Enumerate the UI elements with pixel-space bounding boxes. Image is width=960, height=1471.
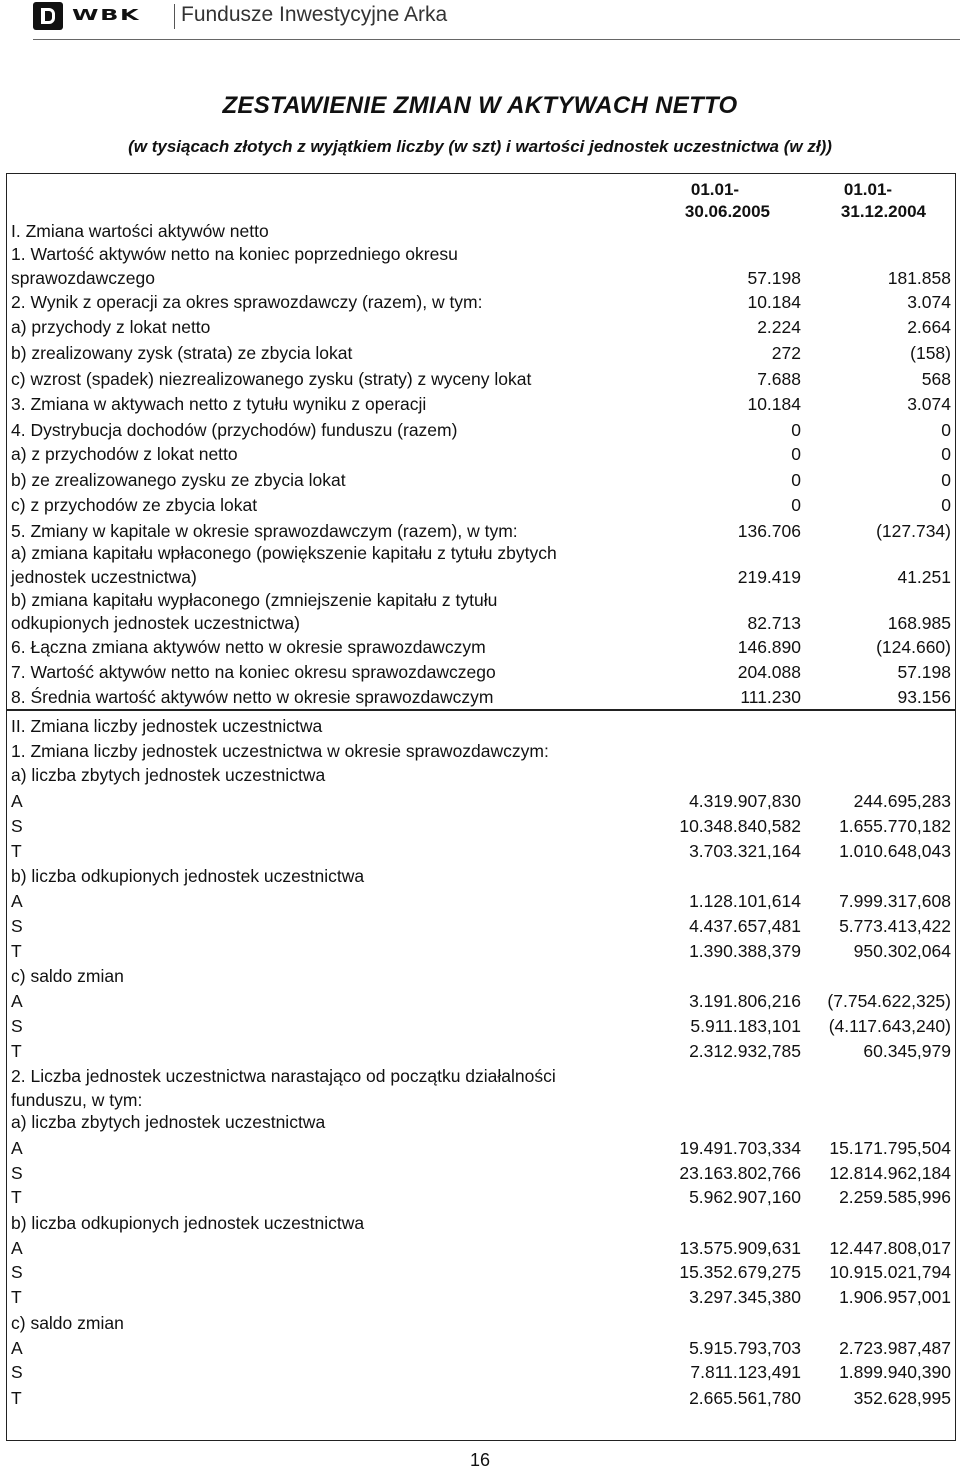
row-value-2005: 13.575.909,631 bbox=[679, 1238, 801, 1258]
row-label: b) zrealizowany zysk (strata) ze zbycia lokat bbox=[11, 343, 353, 363]
row-value-2005: 7.811.123,491 bbox=[690, 1362, 801, 1382]
row-label: T bbox=[11, 1287, 22, 1307]
row-value-2004: (158) bbox=[910, 343, 951, 363]
row-label: S bbox=[11, 1016, 23, 1036]
row-label: 1. Wartość aktywów netto na koniec poprzedniego okresu bbox=[11, 244, 458, 264]
row-value-2005: 5.962.907,160 bbox=[689, 1187, 801, 1207]
row-value-2005: 5.915.793,703 bbox=[689, 1338, 801, 1358]
row-value-2005: 272 bbox=[771, 343, 801, 363]
row-label: T bbox=[11, 1187, 22, 1207]
row-value-2004: 2.723.987,487 bbox=[839, 1338, 951, 1358]
row-label: b) zmiana kapitału wypłaconego (zmniejszenie kapitału z tytułu bbox=[11, 590, 498, 610]
row-value-2004: 3.074 bbox=[907, 292, 951, 312]
row-value-2005: 204.088 bbox=[737, 662, 801, 682]
row-value-2005: 10.348.840,582 bbox=[679, 816, 801, 836]
row-value-2005: 82.713 bbox=[747, 613, 801, 633]
row-value-2004: 244.695,283 bbox=[853, 791, 951, 811]
row-label: 3. Zmiana w aktywach netto z tytułu wyniku z operacji bbox=[11, 394, 427, 414]
row-value-2005: 4.437.657,481 bbox=[689, 916, 801, 936]
row-value-2004: (4.117.643,240) bbox=[828, 1016, 951, 1036]
row-value-2004: 168.985 bbox=[887, 613, 951, 633]
row-value-2004: 93.156 bbox=[897, 687, 951, 707]
row-label: funduszu, w tym: bbox=[11, 1090, 143, 1110]
document-subtitle: (w tysiącach złotych z wyjątkiem liczby (w szt) i wartości jednostek uczestnictwa (w zł)) bbox=[128, 137, 832, 156]
row-label: A bbox=[11, 1138, 23, 1158]
row-label: 1. Zmiana liczby jednostek uczestnictwa w okresie sprawozdawczym: bbox=[11, 741, 549, 761]
row-label: 7. Wartość aktywów netto na koniec okresu sprawozdawczego bbox=[11, 662, 496, 682]
row-label: S bbox=[11, 1262, 23, 1282]
bank-logo-icon bbox=[33, 2, 63, 30]
row-value-2004: 7.999.317,608 bbox=[839, 891, 951, 911]
row-value-2005: 23.163.802,766 bbox=[679, 1163, 801, 1183]
row-label: 2. Wynik z operacji za okres sprawozdawczy (razem), w tym: bbox=[11, 292, 483, 312]
row-label: a) liczba zbytych jednostek uczestnictwa bbox=[11, 1112, 326, 1132]
row-label: a) z przychodów z lokat netto bbox=[11, 444, 238, 464]
header-rule bbox=[33, 39, 960, 40]
row-value-2004: 1.655.770,182 bbox=[839, 816, 951, 836]
row-value-2004: (124.660) bbox=[876, 637, 951, 657]
row-label: b) liczba odkupionych jednostek uczestnictwa bbox=[11, 1213, 365, 1233]
row-value-2004: 0 bbox=[941, 470, 951, 490]
row-label: S bbox=[11, 1362, 23, 1382]
row-value-2004: 41.251 bbox=[897, 567, 951, 587]
document-title: ZESTAWIENIE ZMIAN W AKTYWACH NETTO bbox=[222, 92, 738, 119]
row-value-2005: 4.319.907,830 bbox=[689, 791, 801, 811]
row-value-2005: 219.419 bbox=[737, 567, 801, 587]
row-value-2004: 568 bbox=[921, 369, 951, 389]
row-label: T bbox=[11, 841, 22, 861]
row-label: a) liczba zbytych jednostek uczestnictwa bbox=[11, 765, 326, 785]
row-label: A bbox=[11, 891, 23, 911]
row-label: 5. Zmiany w kapitale w okresie sprawozdawczym (razem), w tym: bbox=[11, 521, 518, 541]
row-value-2004: 12.447.808,017 bbox=[829, 1238, 951, 1258]
row-value-2004: 1.010.648,043 bbox=[839, 841, 951, 861]
row-value-2005: 2.665.561,780 bbox=[689, 1388, 801, 1408]
row-value-2004: 352.628,995 bbox=[853, 1388, 951, 1408]
row-label: odkupionych jednostek uczestnictwa) bbox=[11, 613, 300, 633]
row-label: T bbox=[11, 1388, 22, 1408]
row-value-2004: 0 bbox=[941, 420, 951, 440]
row-value-2005: 15.352.679,275 bbox=[679, 1262, 801, 1282]
row-value-2004: 2.259.585,996 bbox=[839, 1187, 951, 1207]
row-value-2005: 0 bbox=[791, 495, 801, 515]
row-value-2005: 111.230 bbox=[740, 687, 801, 707]
header-title: Fundusze Inwestycyjne Arka bbox=[181, 3, 448, 26]
row-label: 6. Łączna zmiana aktywów netto w okresie sprawozdawczym bbox=[11, 637, 486, 657]
row-value-2005: 5.911.183,101 bbox=[690, 1016, 801, 1036]
column-header-2005: 01.01- 30.06.2005 bbox=[684, 180, 770, 221]
row-value-2004: 2.664 bbox=[907, 317, 951, 337]
row-value-2005: 10.184 bbox=[747, 292, 801, 312]
row-value-2004: 12.814.962,184 bbox=[829, 1163, 951, 1183]
row-label: c) z przychodów ze zbycia lokat bbox=[11, 495, 258, 515]
row-value-2005: 7.688 bbox=[757, 369, 801, 389]
row-label: a) przychody z lokat netto bbox=[11, 317, 211, 337]
row-value-2004: 0 bbox=[941, 495, 951, 515]
row-value-2005: 1.390.388,379 bbox=[689, 941, 801, 961]
row-value-2005: 3.703.321,164 bbox=[689, 841, 801, 861]
row-value-2005: 146.890 bbox=[737, 637, 801, 657]
row-value-2004: 57.198 bbox=[897, 662, 951, 682]
bank-logo-text: WBK bbox=[72, 6, 141, 24]
header-separator bbox=[174, 4, 175, 29]
row-label: II. Zmiana liczby jednostek uczestnictwa bbox=[11, 716, 323, 736]
row-label: S bbox=[11, 816, 23, 836]
row-value-2005: 0 bbox=[791, 420, 801, 440]
row-value-2004: 10.915.021,794 bbox=[829, 1262, 951, 1282]
row-label: A bbox=[11, 1338, 23, 1358]
row-value-2005: 3.297.345,380 bbox=[689, 1287, 801, 1307]
row-value-2005: 0 bbox=[791, 444, 801, 464]
row-value-2005: 3.191.806,216 bbox=[689, 991, 801, 1011]
row-label: 2. Liczba jednostek uczestnictwa narastająco od początku działalności bbox=[11, 1066, 556, 1086]
row-value-2004: 60.345,979 bbox=[863, 1041, 951, 1061]
row-value-2004: 5.773.413,422 bbox=[839, 916, 951, 936]
row-value-2005: 136.706 bbox=[737, 521, 801, 541]
row-value-2005: 10.184 bbox=[747, 394, 801, 414]
row-label: b) liczba odkupionych jednostek uczestnictwa bbox=[11, 866, 365, 886]
row-value-2005: 2.312.932,785 bbox=[689, 1041, 801, 1061]
row-label: a) zmiana kapitału wpłaconego (powiększenie kapitału z tytułu zbytych bbox=[11, 543, 557, 563]
row-label: A bbox=[11, 991, 23, 1011]
row-label: jednostek uczestnictwa) bbox=[11, 567, 197, 587]
row-label: A bbox=[11, 791, 23, 811]
row-value-2004: (127.734) bbox=[876, 521, 951, 541]
row-value-2004: 15.171.795,504 bbox=[829, 1138, 951, 1158]
row-value-2004: (7.754.622,325) bbox=[827, 991, 951, 1011]
row-label: 4. Dystrybucja dochodów (przychodów) funduszu (razem) bbox=[11, 420, 458, 440]
row-label: S bbox=[11, 916, 23, 936]
row-label: S bbox=[11, 1163, 23, 1183]
row-label: sprawozdawczego bbox=[11, 268, 155, 288]
column-header-2004: 01.01- 31.12.2004 bbox=[840, 180, 926, 221]
row-label: c) wzrost (spadek) niezrealizowanego zysku (straty) z wyceny lokat bbox=[11, 369, 532, 389]
row-value-2004: 950.302,064 bbox=[853, 941, 951, 961]
page-number: 16 bbox=[469, 1450, 491, 1470]
row-label: T bbox=[11, 1041, 22, 1061]
row-label: I. Zmiana wartości aktywów netto bbox=[11, 221, 269, 241]
row-value-2005: 2.224 bbox=[757, 317, 801, 337]
row-label: c) saldo zmian bbox=[11, 1313, 124, 1333]
row-value-2005: 0 bbox=[791, 470, 801, 490]
page-header bbox=[0, 0, 960, 40]
row-value-2005: 57.198 bbox=[747, 268, 801, 288]
row-value-2004: 3.074 bbox=[907, 394, 951, 414]
section-divider bbox=[6, 709, 956, 711]
row-label: A bbox=[11, 1238, 23, 1258]
row-label: c) saldo zmian bbox=[11, 966, 124, 986]
row-value-2004: 0 bbox=[941, 444, 951, 464]
row-value-2004: 181.858 bbox=[887, 268, 951, 288]
row-label: b) ze zrealizowanego zysku ze zbycia lokat bbox=[11, 470, 346, 490]
row-label: T bbox=[11, 941, 22, 961]
row-value-2004: 1.899.940,390 bbox=[839, 1362, 951, 1382]
row-label: 8. Średnia wartość aktywów netto w okresie sprawozdawczym bbox=[11, 687, 494, 707]
row-value-2005: 1.128.101,614 bbox=[689, 891, 801, 911]
row-value-2004: 1.906.957,001 bbox=[839, 1287, 951, 1307]
row-value-2005: 19.491.703,334 bbox=[679, 1138, 801, 1158]
